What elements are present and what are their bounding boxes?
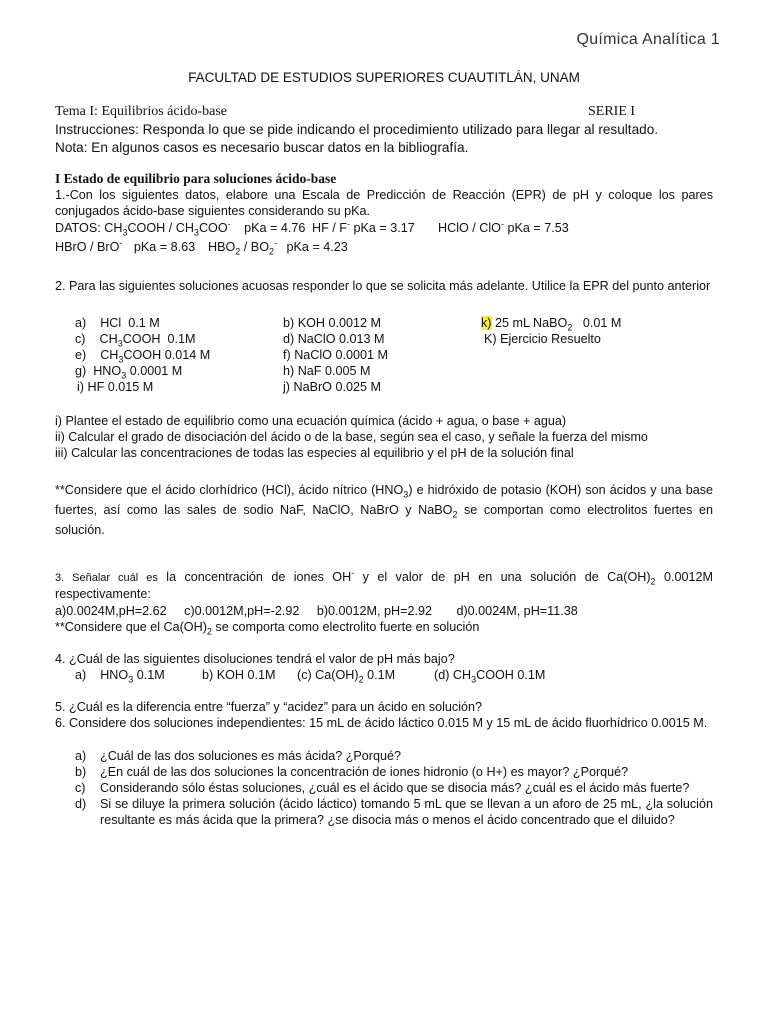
q2-item-a-conc: 0.1 M (128, 316, 160, 330)
pair-hclo: HClO / ClO- pKa = 7.53 (438, 218, 569, 235)
q2-item-b: b) KOH 0.0012 M (283, 316, 381, 330)
q2-item-g-conc: 0.0001 M (129, 364, 183, 378)
pka-acetic: pKa = 4.76 (244, 221, 306, 235)
pair-acetic: $CH_3COOH / CH_3COO^-$ (104, 218, 231, 238)
q3-text: 3. Señalar cuál es la concentración de iones OH- y el valor de pH en una solución de $Ca(OH)_2$ 0.0012M respectivamente: (55, 567, 713, 601)
topic-title: Tema I: Equilibrios ácido-base (55, 104, 228, 119)
q6-item-text: ¿En cuál de las dos soluciones la concentración de iones hidronio (o H+) es mayor? ¿Porqué? (100, 765, 629, 779)
q1-data-row-2 (55, 239, 195, 255)
q2-item-j: j) NaBrO 0.025 M (283, 380, 381, 394)
q4-a-label: a) (75, 668, 87, 682)
q6-item-b (75, 764, 713, 780)
q4-option-d: (d) $CH_3COOH$ 0.1M (434, 668, 546, 685)
instructions: Instrucciones: Responda lo que se pide indicando el procedimiento utilizado para llegar al resultado. (55, 122, 659, 137)
q6-item-c (75, 780, 713, 796)
q6-item-text: Considerando sólo éstas soluciones, ¿cuál es el ácido que se disocia más? ¿cuál es el ácido más fuerte? (100, 781, 690, 795)
q4-c-b: 0.1M (363, 668, 396, 682)
q6-item-label: d) (75, 797, 87, 811)
pka-hbro: pKa = 8.63 (133, 240, 196, 254)
q6-text: 6. Considere dos soluciones independientes: 15 mL de ácido láctico 0.015 M y 15 mL de ácido fluorhídrico 0.0015 M. (55, 716, 708, 730)
q2-item-i: i) HF 0.015 M (77, 380, 154, 394)
pka-hclo: pKa = 7.53 (507, 221, 569, 235)
q4-option-a: a) $HNO_3$ 0.1M (75, 668, 165, 685)
q1-data-row-1 (55, 220, 305, 236)
q2-item-a: a) HCl 0.1 M (75, 316, 160, 330)
q2-sub-ii: ii) Calcular el grado de disociación del ácido o de la base, según sea el caso, y señale la fuerza del mismo (55, 430, 648, 444)
q6-item-a (75, 748, 713, 764)
q6-item-label: a) (75, 749, 87, 763)
q4-d-a: (d) CH (434, 668, 472, 682)
q2-item-c-conc: 0.1M (167, 332, 196, 346)
q2-item-k-text: 25 mL NaBO (495, 316, 568, 330)
q2-item-h: h) NaF 0.005 M (283, 364, 371, 378)
pair-hf: HF / F- pKa = 3.17 (312, 218, 415, 235)
q2-sub-iii: iii) Calcular las concentraciones de todas las especies al equilibrio y el pH de la solución final (55, 446, 574, 460)
q2-item-k-solved: K) Ejercicio Resuelto (484, 332, 601, 346)
q4-d-b: COOH 0.1M (476, 668, 546, 682)
q4-text: 4. ¿Cuál de las siguientes disoluciones tendrá el valor de pH más bajo? (55, 652, 455, 666)
q4-c-a: (c) Ca(OH) (297, 668, 359, 682)
q6-item-label: b) (75, 765, 87, 779)
q2-text: 2. Para las siguientes soluciones acuosas responder lo que se solicita más adelante. Utilice la EPR del punto anterior (55, 279, 711, 293)
faculty-title: FACULTAD DE ESTUDIOS SUPERIORES CUAUTITLÁN, UNAM (188, 70, 580, 85)
q3-p2: y el valor de pH en una solución de Ca(OH) (354, 570, 651, 584)
datos-label: DATOS: (55, 221, 101, 235)
q3-note-a: **Considere que el Ca(OH) (55, 620, 207, 634)
q1-text: 1.-Con los siguientes datos, elabore una Escala de Predicción de Reacción (EPR) de pH y coloque los pares conjugados ácido-base siguientes considerando su pKa. (55, 188, 713, 218)
q2-sub-i: i) Plantee el estado de equilibrio como una ecuación química (ácido + agua, o base + agua) (55, 414, 567, 428)
q3-lead: 3. Señalar cuál es (55, 572, 158, 584)
q6-item-label: c) (75, 781, 86, 795)
section-title: I Estado de equilibrio para soluciones ácido-base (55, 171, 337, 186)
q2-consider-p2: ) e hidróxido de potasio (KOH) son ácidos y una base fuertes, así como las sales de sodio NaF, NaClO, NaBrO y NaBO (55, 483, 714, 517)
q2-item-e: e) $CH_3COOH$ 0.014 M (75, 348, 211, 365)
q3-p3: 0.0012M respectivamente: (55, 570, 713, 601)
q2-consider-p3: se comportan como electrolitos fuertes en solución. (55, 503, 714, 537)
q4-a-conc: 0.1M (136, 668, 165, 682)
q2-item-k: k) 25 mL NaBO$_2$ 0.01 M (481, 316, 622, 333)
q2-consider: **Considere que el ácido clorhídrico (HCl), ácido nítrico $(HNO_3)$ e hidróxido de potasio (KOH) son ácidos y una base fuertes, así como las sales de sodio NaF, NaClO, NaBrO y NaBO$_2$ se comportan como electrolitos fuertes en solución. (55, 483, 714, 537)
q2-item-e-conc: 0.014 M (164, 348, 211, 362)
pka-hf: pKa = 3.17 (353, 221, 415, 235)
pair-hbro: HBrO / BrO- (55, 237, 123, 254)
series-label: SERIE I (588, 104, 636, 119)
q3-note: **Considere que el $Ca(OH)_2$ se comporta como electrolito fuerte en solución (55, 620, 480, 637)
q5-text: 5. ¿Cuál es la diferencia entre “fuerza” y “acidez” para un ácido en solución? (55, 700, 483, 714)
q6-item-d (75, 796, 713, 828)
q2-item-k-highlight: k) (481, 316, 492, 330)
course-header: Química Analítica 1 (576, 31, 720, 48)
q2-item-g: g) $HNO_3$ 0.0001 M (75, 364, 183, 381)
note: Nota: En algunos casos es necesario buscar datos en la bibliografía. (55, 140, 469, 155)
q2-consider-p1: **Considere que el ácido clorhídrico (HCl), ácido nítrico (HNO (55, 483, 404, 497)
q3-note-b: se comporta como electrolito fuerte en solución (211, 620, 480, 634)
q3-options: a)0.0024M,pH=2.62 c)0.0012M,pH=-2.92 b)0.0012M, pH=2.92 d)0.0024M, pH=11.38 (55, 604, 578, 618)
pka-hbo2: pKa = 4.23 (286, 240, 348, 254)
q6-list (75, 748, 713, 828)
q3-p1: la concentración de iones OH (157, 570, 352, 584)
q4-option-c: (c) $Ca(OH)_2$ 0.1M (297, 668, 396, 685)
q2-item-f: f) NaClO 0.0001 M (283, 348, 388, 362)
q2-item-d: d) NaClO 0.013 M (283, 332, 385, 346)
q6-item-text: ¿Cuál de las dos soluciones es más ácida? ¿Porqué? (100, 749, 402, 763)
pair-hbo2: $HBO_2 / BO_2^-$ pKa = 4.23 (208, 237, 348, 257)
q4-option-b: b) KOH 0.1M (202, 668, 276, 682)
q2-item-c: c) $CH_3COOH$ 0.1M (75, 332, 196, 349)
q6-item-text: Si se diluye la primera solución (ácido láctico) tomando 5 mL que se llevan a un aforo de 25 mL, ¿la solución resultante es más ácida que la primera? ¿se disocia más o menos el ácido concentrado que el diluido? (100, 797, 713, 827)
q2-item-k-conc: 0.01 M (582, 316, 622, 330)
